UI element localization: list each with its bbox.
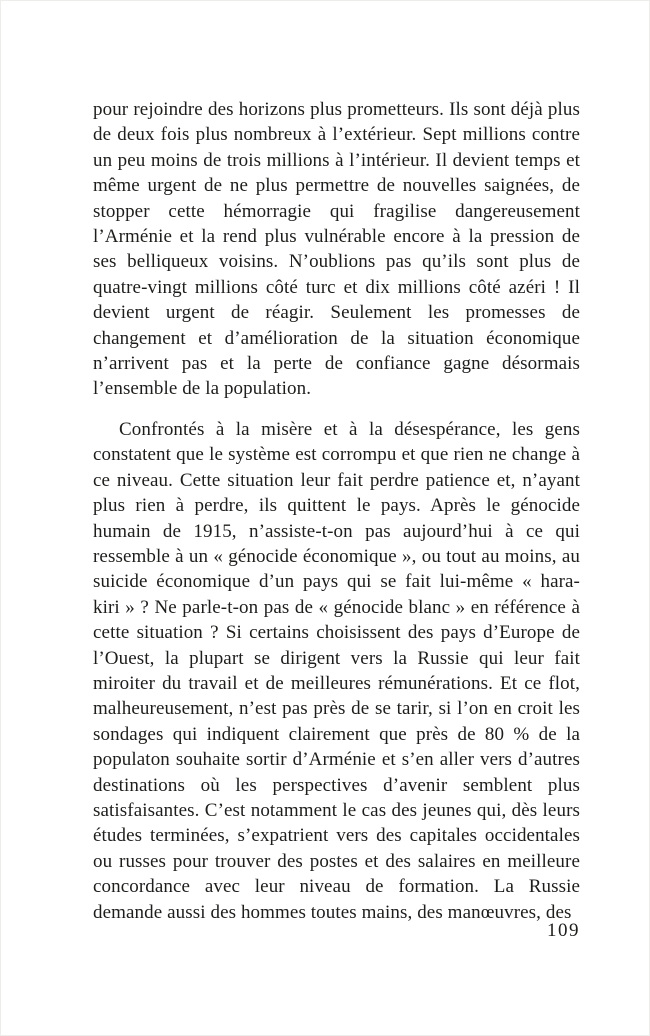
body-text xyxy=(93,97,580,925)
page-number: 109 xyxy=(547,920,580,941)
paragraph-confrontes: Confrontés à la misère et à la désespérance, les gens constatent que le système est corrompu et que rien ne change à ce niveau. Cette situation leur fait perdre patience et, n’ayant plus rien à perdre, ils quittent le pays. Après le génocide humain de 1915, n’assiste-t-on pas aujourd’hui à ce qui ressemble à un « génocide économique », ou tout au moins, au suicide économique d’un pays qui se fait lui-même « hara-kiri » ? Ne parle-t-on pas de « génocide blanc » en référence à cette situation ? Si certains choisissent des pays d’Europe de l’Ouest, la plupart se dirigent vers la Russie qui leur fait miroiter du travail et de meilleures rémunérations. Et ce flot, malheureusement, n’est pas près de se tarir, si l’on en croit les sondages qui indiquent clairement que près de 80 % de la populaton souhaite sortir d’Arménie et s’en aller vers d’autres destinations où les perspectives d’avenir semblent plus satisfaisantes. C’est notamment le cas des jeunes qui, dès leurs études terminées, s’expatrient vers des capitales occidentales ou russes pour trouver des postes et des salaires en meilleure concordance avec leur niveau de formation. La Russie demande aussi des hommes toutes mains, des manœuvres, des xyxy=(93,418,580,923)
paragraph-continuation: pour rejoindre des horizons plus prometteurs. Ils sont déjà plus de deux fois plus nombreux à l’extérieur. Sept millions contre un peu moins de trois millions à l’intérieur. Il devient temps et même urgent de ne plus permettre de nouvelles saignées, de stopper cette hémorragie qui fragilise dangereusement l’Arménie et la rend plus vulnérable encore à la pression de ses belliqueux voisins. N’oublions pas qu’ils sont plus de quatre-vingt millions côté turc et dix millions côté azéri ! Il devient urgent de réagir. Seulement les promesses de changement et d’amélioration de la situation économique n’arrivent pas et la perte de confiance gagne désormais l’ensemble de la population. xyxy=(93,99,580,400)
book-page xyxy=(1,1,649,1035)
